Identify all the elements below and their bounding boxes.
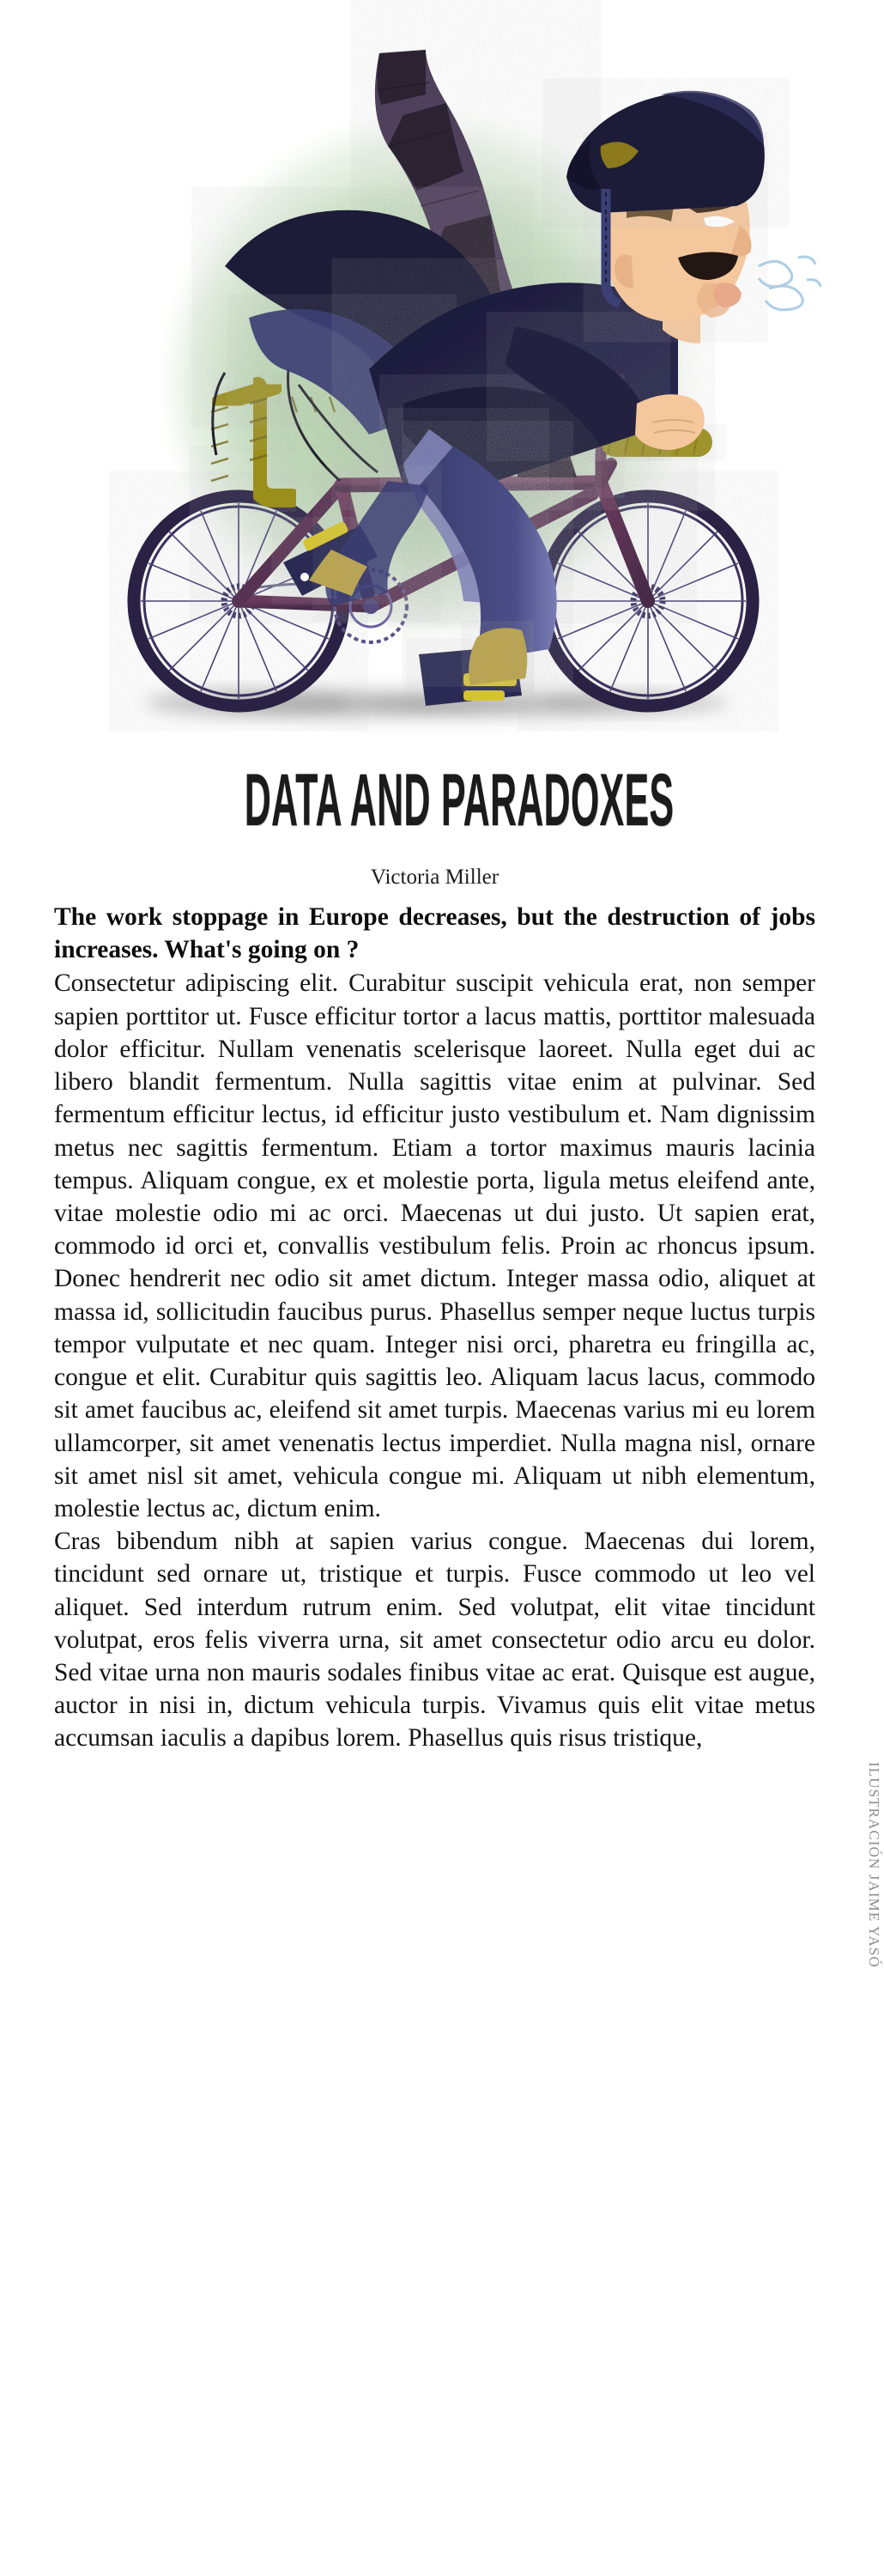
illustration-credit: ILUSTRACIÓN JAIME YASÓ bbox=[866, 1762, 882, 1968]
page-title: DATA AND PARADOXES bbox=[244, 759, 675, 841]
cyclist-illustration-svg bbox=[0, 0, 884, 756]
body-paragraph-2: Cras bibendum nibh at sapien varius congue. Maecenas dui lorem, tincidunt sed ornare ut, tristique et turpis. Fusce commodo ut leo vel aliquet. Sed interdum rutrum enim. Sed volutpat, elit vitae tincidunt volutpat, eros felis viverra urna, sit amet consectetur odio arcu eu dolor. Sed vitae urna non mauris sodales finibus vitae ac erat. Quisque est augue, auctor in nisi in, dictum vehicula turpis. Vivamus quis elit vitae metus accumsan iaculis a dapibus lorem. Phasellus quis risus tristique, bbox=[54, 1528, 815, 1753]
standfirst-lede: The work stoppage in Europe decreases, but the destruction of jobs increases. What's going on ? bbox=[54, 902, 815, 964]
body-paragraph-1: Consectetur adipiscing elit. Curabitur suscipit vehicula erat, non semper sapien porttitor ut. Fusce efficitur tortor a lacus mattis, porttitor malesuada dolor efficitur. Nullam venenatis scelerisque laoreet. Nulla eget dui ac libero blandit fermentum. Nulla sagittis vitae enim at pulvinar. Sed fermentum efficitur lectus, id efficitur justo vestibulum et. Nam dignissim metus nec sagittis fermentum. Etiam a tortor maximus mauris lacinia tempus. Aliquam congue, ex et molestie porta, ligula metus eleifend ante, vitae molestie odio mi ac orci. Maecenas ut dui justo. Ut sapien erat, commodo id orci et, convallis vestibulum felis. Proin ac rhoncus ipsum. Donec hendrerit nec odio sit amet dictum. Integer massa odio, aliquet at massa id, sollicitudin faucibus purus. Phasellus semper neque luctus turpis tempor vulputate et nec quam. Integer nisi orci, pharetra eu fringilla ac, congue et elit. Curabitur quis sagittis leo. Aliquam lacus lacus, commodo sit amet faucibus ac, eleifend sit amet turpis. Maecenas varius mi eu lorem ullamcorper, sit amet venenatis lectus imperdiet. Nulla magna nisl, ornare sit amet nisl sit amet, vehicula congue mi. Aliquam ut nibh elementum, molestie lectus ac, dictum enim. bbox=[54, 969, 815, 1522]
breath-puff bbox=[759, 257, 820, 310]
byline-author: Victoria Miller bbox=[370, 866, 500, 889]
article-body bbox=[54, 759, 815, 1755]
article-illustration bbox=[0, 0, 884, 756]
headline-container bbox=[54, 759, 815, 847]
